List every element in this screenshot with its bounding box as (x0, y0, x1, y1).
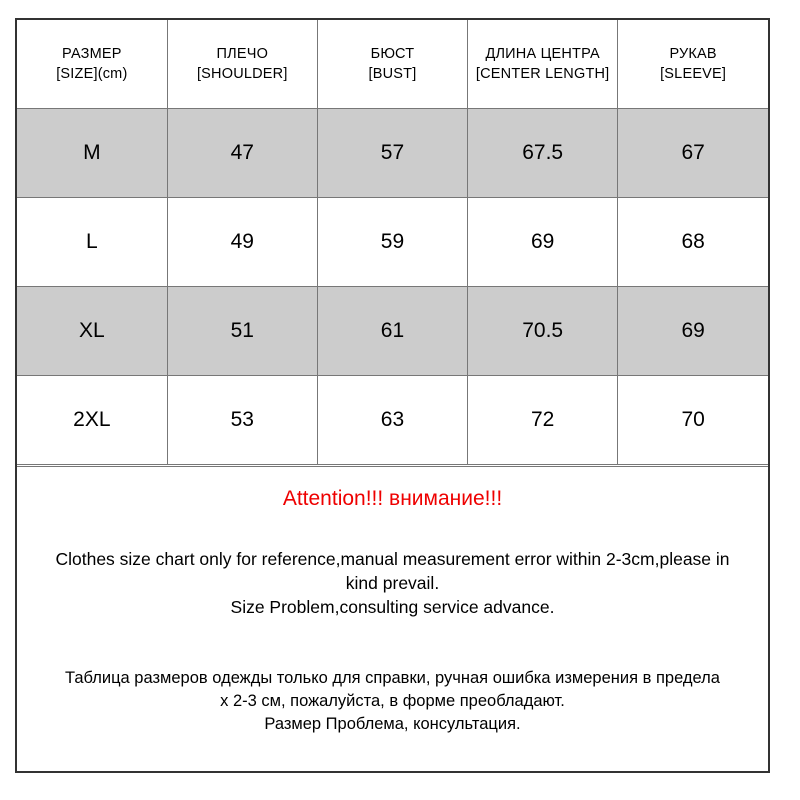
notes-section (17, 466, 768, 772)
cell-bust: 57 (317, 109, 467, 198)
header-sleeve-en: [SLEEVE] (660, 66, 727, 82)
cell-sleeve: 70 (618, 376, 768, 465)
size-chart (15, 18, 770, 773)
header-center-length-ru: ДЛИНА ЦЕНТРА (485, 46, 600, 62)
cell-shoulder: 53 (167, 376, 317, 465)
header-shoulder-ru: ПЛЕЧО (216, 46, 269, 62)
russian-line: Размер Проблема, консультация. (264, 715, 521, 733)
header-sleeve (618, 20, 768, 109)
header-sleeve-ru: РУКАВ (669, 46, 717, 62)
table-row (17, 198, 768, 287)
header-size-ru: РАЗМЕР (62, 46, 122, 62)
attention-heading: Attention!!! внимание!!! (282, 487, 503, 510)
cell-shoulder: 51 (167, 287, 317, 376)
cell-size: L (17, 198, 167, 287)
header-size-en: [SIZE](cm) (56, 66, 128, 82)
header-shoulder (167, 20, 317, 109)
cell-bust: 59 (317, 198, 467, 287)
english-disclaimer (23, 547, 762, 619)
cell-shoulder: 47 (167, 109, 317, 198)
cell-sleeve: 69 (618, 287, 768, 376)
header-shoulder-en: [SHOULDER] (196, 66, 288, 82)
english-line: Size Problem,consulting service advance. (230, 597, 555, 617)
cell-sleeve: 68 (618, 198, 768, 287)
header-center-length (468, 20, 618, 109)
cell-size: XL (17, 287, 167, 376)
header-bust-en: [BUST] (368, 66, 417, 82)
cell-center-length: 70.5 (468, 287, 618, 376)
cell-bust: 61 (317, 287, 467, 376)
header-size (17, 20, 167, 109)
russian-disclaimer (19, 667, 766, 736)
cell-center-length: 69 (468, 198, 618, 287)
table-row (17, 109, 768, 198)
header-bust (317, 20, 467, 109)
table-header-row (17, 20, 768, 109)
cell-size: M (17, 109, 167, 198)
cell-sleeve: 67 (618, 109, 768, 198)
table-row (17, 287, 768, 376)
english-line: kind prevail. (345, 573, 440, 593)
size-table (17, 20, 768, 465)
cell-center-length: 67.5 (468, 109, 618, 198)
english-line: Clothes size chart only for reference,manual measurement error within 2-3cm,please in (55, 549, 730, 569)
cell-center-length: 72 (468, 376, 618, 465)
header-bust-ru: БЮСТ (370, 46, 415, 62)
header-center-length-en: [CENTER LENGTH] (475, 66, 610, 82)
cell-shoulder: 49 (167, 198, 317, 287)
cell-bust: 63 (317, 376, 467, 465)
cell-size: 2XL (17, 376, 167, 465)
russian-line: х 2-3 см, пожалуйста, в форме преобладают. (220, 692, 565, 710)
russian-line: Таблица размеров одежды только для справки, ручная ошибка измерения в предела (65, 669, 720, 687)
table-row (17, 376, 768, 465)
